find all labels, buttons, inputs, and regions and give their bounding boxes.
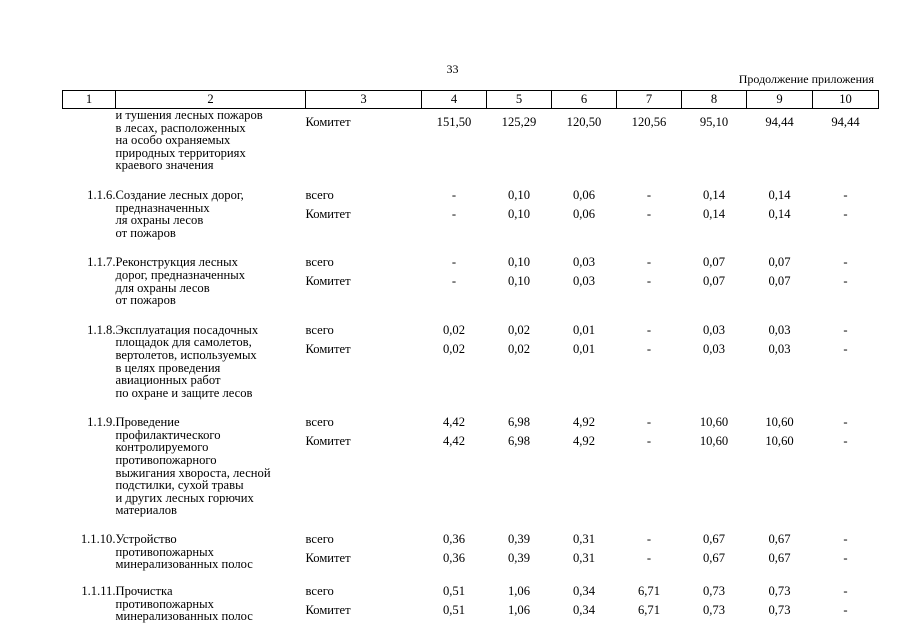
value: 0,39 <box>507 551 531 566</box>
value-cell-col7 <box>617 172 682 239</box>
value: 0,14 <box>702 187 726 202</box>
column-header-10: 10 <box>813 91 879 109</box>
value: 0,73 <box>768 603 791 618</box>
header-row <box>63 91 879 109</box>
value: 0,34 <box>572 584 596 599</box>
value-cell-col6 <box>552 399 617 517</box>
funding-source: всего <box>305 255 334 270</box>
column-header-8: 8 <box>682 91 747 109</box>
value: - <box>843 603 848 618</box>
value-cell-col6 <box>552 307 617 400</box>
value-cell-col6 <box>552 109 617 172</box>
value-cell-col4 <box>422 571 487 623</box>
value-cell-col9 <box>747 571 813 623</box>
value-cell-col10 <box>813 307 879 400</box>
value-cell-col5 <box>487 109 552 172</box>
value: 120,56 <box>631 115 667 129</box>
value: 10,60 <box>765 415 794 430</box>
value: 0,03 <box>572 255 596 270</box>
funding-source-cell <box>306 307 422 400</box>
row-number: 1.1.9. <box>87 415 116 430</box>
value: 94,44 <box>765 115 794 129</box>
activity-name: Проведение профилактического контролируемого противопожарного выжигания хвороста, лесной подстилки, сухой травы и других лесных горючих материалов <box>115 415 271 518</box>
column-header-5: 5 <box>487 91 552 109</box>
value-cell-col9 <box>747 399 813 517</box>
value: - <box>451 255 457 270</box>
value: 0,03 <box>572 274 596 289</box>
value-cell-col8 <box>682 172 747 239</box>
funding-source: Комитет <box>305 206 351 221</box>
value: 120,50 <box>566 115 602 129</box>
page-number: 33 <box>446 62 459 76</box>
funding-source: всего <box>305 415 334 430</box>
value: 10,60 <box>765 434 794 449</box>
value-cell-col4 <box>422 109 487 172</box>
funding-source: Комитет <box>305 341 351 356</box>
value: - <box>646 551 652 566</box>
funding-source: Комитет <box>305 274 351 289</box>
value-cell-col7 <box>617 571 682 623</box>
funding-source: всего <box>305 187 334 202</box>
value: - <box>646 206 652 221</box>
value: - <box>646 187 652 202</box>
value: - <box>843 415 848 430</box>
value: 10,60 <box>699 434 729 449</box>
value-cell-col10 <box>813 239 879 306</box>
value: 1,06 <box>507 603 531 618</box>
value-cell-col6 <box>552 571 617 623</box>
value-cell-col5 <box>487 307 552 400</box>
table-row <box>63 517 879 571</box>
value: 0,10 <box>507 274 531 289</box>
value: 0,67 <box>768 532 791 547</box>
value: 6,71 <box>637 603 661 618</box>
value: 0,07 <box>702 274 726 289</box>
value: 0,06 <box>572 187 596 202</box>
value: - <box>646 415 652 430</box>
value-cell-col4 <box>422 307 487 400</box>
value: 0,01 <box>572 322 596 337</box>
value: 0,02 <box>442 341 466 356</box>
value: 0,10 <box>507 255 531 270</box>
table-header <box>63 91 879 109</box>
value: 0,02 <box>507 322 531 337</box>
table-row <box>63 399 879 517</box>
value-cell-col5 <box>487 172 552 239</box>
value: 0,03 <box>768 341 791 356</box>
value-cell-col9 <box>747 517 813 571</box>
value: 0,67 <box>702 532 726 547</box>
value: 0,10 <box>507 206 531 221</box>
value: - <box>843 206 848 221</box>
value: - <box>646 434 652 449</box>
value: 0,14 <box>768 187 791 202</box>
activity-name: Эксплуатация посадочных площадок для самолетов, вертолетов, используемых в целях проведения авиационных работ по охране и защите лесов <box>115 322 259 400</box>
funding-source-cell <box>306 172 422 239</box>
activity-name-cell <box>116 399 306 517</box>
row-number: 1.1.7. <box>87 255 116 270</box>
activity-name-cell <box>116 307 306 400</box>
value: 125,29 <box>501 115 537 129</box>
activity-name: Создание лесных дорог, предназначенных ля охраны лесов от пожаров <box>115 187 244 240</box>
value-cell-col4 <box>422 399 487 517</box>
value: 4,42 <box>442 415 466 430</box>
value: 0,39 <box>507 532 531 547</box>
value: 0,07 <box>768 255 791 270</box>
funding-source: Комитет <box>305 434 351 449</box>
value-cell-col8 <box>682 399 747 517</box>
value-cell-col9 <box>747 307 813 400</box>
value: - <box>451 274 457 289</box>
value: 95,10 <box>699 115 729 129</box>
value: 0,01 <box>572 341 596 356</box>
row-number: 1.1.10. <box>80 532 116 547</box>
value: 0,36 <box>442 532 466 547</box>
row-number: 1.1.11. <box>81 584 116 599</box>
activity-name: Прочистка противопожарных минерализованных полос <box>115 584 253 624</box>
column-header-6: 6 <box>552 91 617 109</box>
value: - <box>646 274 652 289</box>
value-cell-col7 <box>617 239 682 306</box>
value-cell-col4 <box>422 239 487 306</box>
row-number: 1.1.6. <box>87 187 116 202</box>
value-cell-col7 <box>617 109 682 172</box>
value-cell-col10 <box>813 399 879 517</box>
value-cell-col5 <box>487 239 552 306</box>
value: 0,14 <box>768 206 791 221</box>
table-row <box>63 239 879 306</box>
value: - <box>843 532 848 547</box>
activity-name: Реконструкция лесных дорог, предназначенных для охраны лесов от пожаров <box>115 255 245 308</box>
funding-source-cell <box>306 517 422 571</box>
value: - <box>646 322 652 337</box>
value-cell-col10 <box>813 172 879 239</box>
appendix-table <box>62 90 879 623</box>
value: 0,03 <box>768 322 791 337</box>
value: 6,98 <box>507 415 531 430</box>
value-cell-col6 <box>552 172 617 239</box>
value: 151,50 <box>436 115 472 129</box>
value: - <box>843 187 848 202</box>
value: 0,10 <box>507 187 531 202</box>
value: 0,67 <box>702 551 726 566</box>
value: - <box>646 341 652 356</box>
value-cell-col4 <box>422 517 487 571</box>
value: 0,31 <box>572 532 596 547</box>
value: 4,92 <box>572 434 596 449</box>
value: 0,51 <box>442 584 466 599</box>
value: 4,42 <box>442 434 466 449</box>
column-header-2: 2 <box>116 91 306 109</box>
value: 0,73 <box>702 584 726 599</box>
value: - <box>843 274 848 289</box>
value-cell-col7 <box>617 307 682 400</box>
value: - <box>843 434 848 449</box>
value: - <box>646 532 652 547</box>
value: 0,73 <box>702 603 726 618</box>
value: 0,07 <box>702 255 726 270</box>
value-cell-col8 <box>682 517 747 571</box>
value: - <box>843 551 848 566</box>
row-number <box>63 109 116 172</box>
funding-source-cell <box>306 571 422 623</box>
value-cell-col7 <box>617 399 682 517</box>
value: 0,02 <box>507 341 531 356</box>
funding-source: Комитет <box>305 603 351 618</box>
value: - <box>451 206 457 221</box>
value: - <box>843 341 848 356</box>
value: 0,06 <box>572 206 596 221</box>
column-header-4: 4 <box>422 91 487 109</box>
value: 0,51 <box>442 603 466 618</box>
funding-source: всего <box>305 322 334 337</box>
table-row <box>63 571 879 623</box>
value-cell-col10 <box>813 517 879 571</box>
value-cell-col5 <box>487 399 552 517</box>
activity-name-cell <box>116 571 306 623</box>
activity-name-cell <box>116 109 306 172</box>
value-cell-col9 <box>747 239 813 306</box>
funding-source-cell <box>306 109 422 172</box>
value: - <box>843 255 848 270</box>
value: 0,07 <box>768 274 791 289</box>
table-row <box>63 307 879 400</box>
funding-source: всего <box>305 584 334 599</box>
value-cell-col7 <box>617 517 682 571</box>
activity-name-cell <box>116 517 306 571</box>
value: 0,02 <box>442 322 466 337</box>
activity-name-cell <box>116 239 306 306</box>
continuation-label: Продолжение приложения <box>738 72 874 86</box>
activity-name: Устройство противопожарных минерализованных полос <box>115 532 253 572</box>
funding-source: всего <box>305 532 334 547</box>
value: 94,44 <box>831 115 860 129</box>
activity-name-cell <box>116 172 306 239</box>
value: 6,71 <box>637 584 661 599</box>
value: 0,67 <box>768 551 791 566</box>
activity-name: и тушения лесных пожаров в лесах, расположенных на особо охраняемых природных территориях краевого значения <box>115 108 263 173</box>
value-cell-col9 <box>747 172 813 239</box>
value-cell-col10 <box>813 571 879 623</box>
value-cell-col9 <box>747 109 813 172</box>
table-row <box>63 172 879 239</box>
value: - <box>843 584 848 599</box>
value-cell-col8 <box>682 109 747 172</box>
value-cell-col4 <box>422 172 487 239</box>
value: 0,36 <box>442 551 466 566</box>
value-cell-col6 <box>552 517 617 571</box>
funding-source: Комитет <box>305 115 351 129</box>
funding-source: Комитет <box>305 551 351 566</box>
funding-source-cell <box>306 399 422 517</box>
value: 0,34 <box>572 603 596 618</box>
value-cell-col8 <box>682 571 747 623</box>
value-cell-col8 <box>682 307 747 400</box>
value: 1,06 <box>507 584 531 599</box>
value: 6,98 <box>507 434 531 449</box>
value-cell-col5 <box>487 517 552 571</box>
column-header-3: 3 <box>306 91 422 109</box>
value: 0,03 <box>702 341 726 356</box>
table-row <box>63 109 879 172</box>
value-cell-col8 <box>682 239 747 306</box>
column-header-9: 9 <box>747 91 813 109</box>
column-header-1: 1 <box>63 91 116 109</box>
value: - <box>646 255 652 270</box>
table-body <box>63 109 879 624</box>
row-number: 1.1.8. <box>87 322 116 337</box>
column-header-7: 7 <box>617 91 682 109</box>
value: 4,92 <box>572 415 596 430</box>
value: 0,31 <box>572 551 596 566</box>
value: - <box>843 322 848 337</box>
value: - <box>451 187 457 202</box>
value: 10,60 <box>699 415 729 430</box>
funding-source-cell <box>306 239 422 306</box>
value: 0,73 <box>768 584 791 599</box>
value-cell-col5 <box>487 571 552 623</box>
value: 0,14 <box>702 206 726 221</box>
value-cell-col10 <box>813 109 879 172</box>
value: 0,03 <box>702 322 726 337</box>
value-cell-col6 <box>552 239 617 306</box>
